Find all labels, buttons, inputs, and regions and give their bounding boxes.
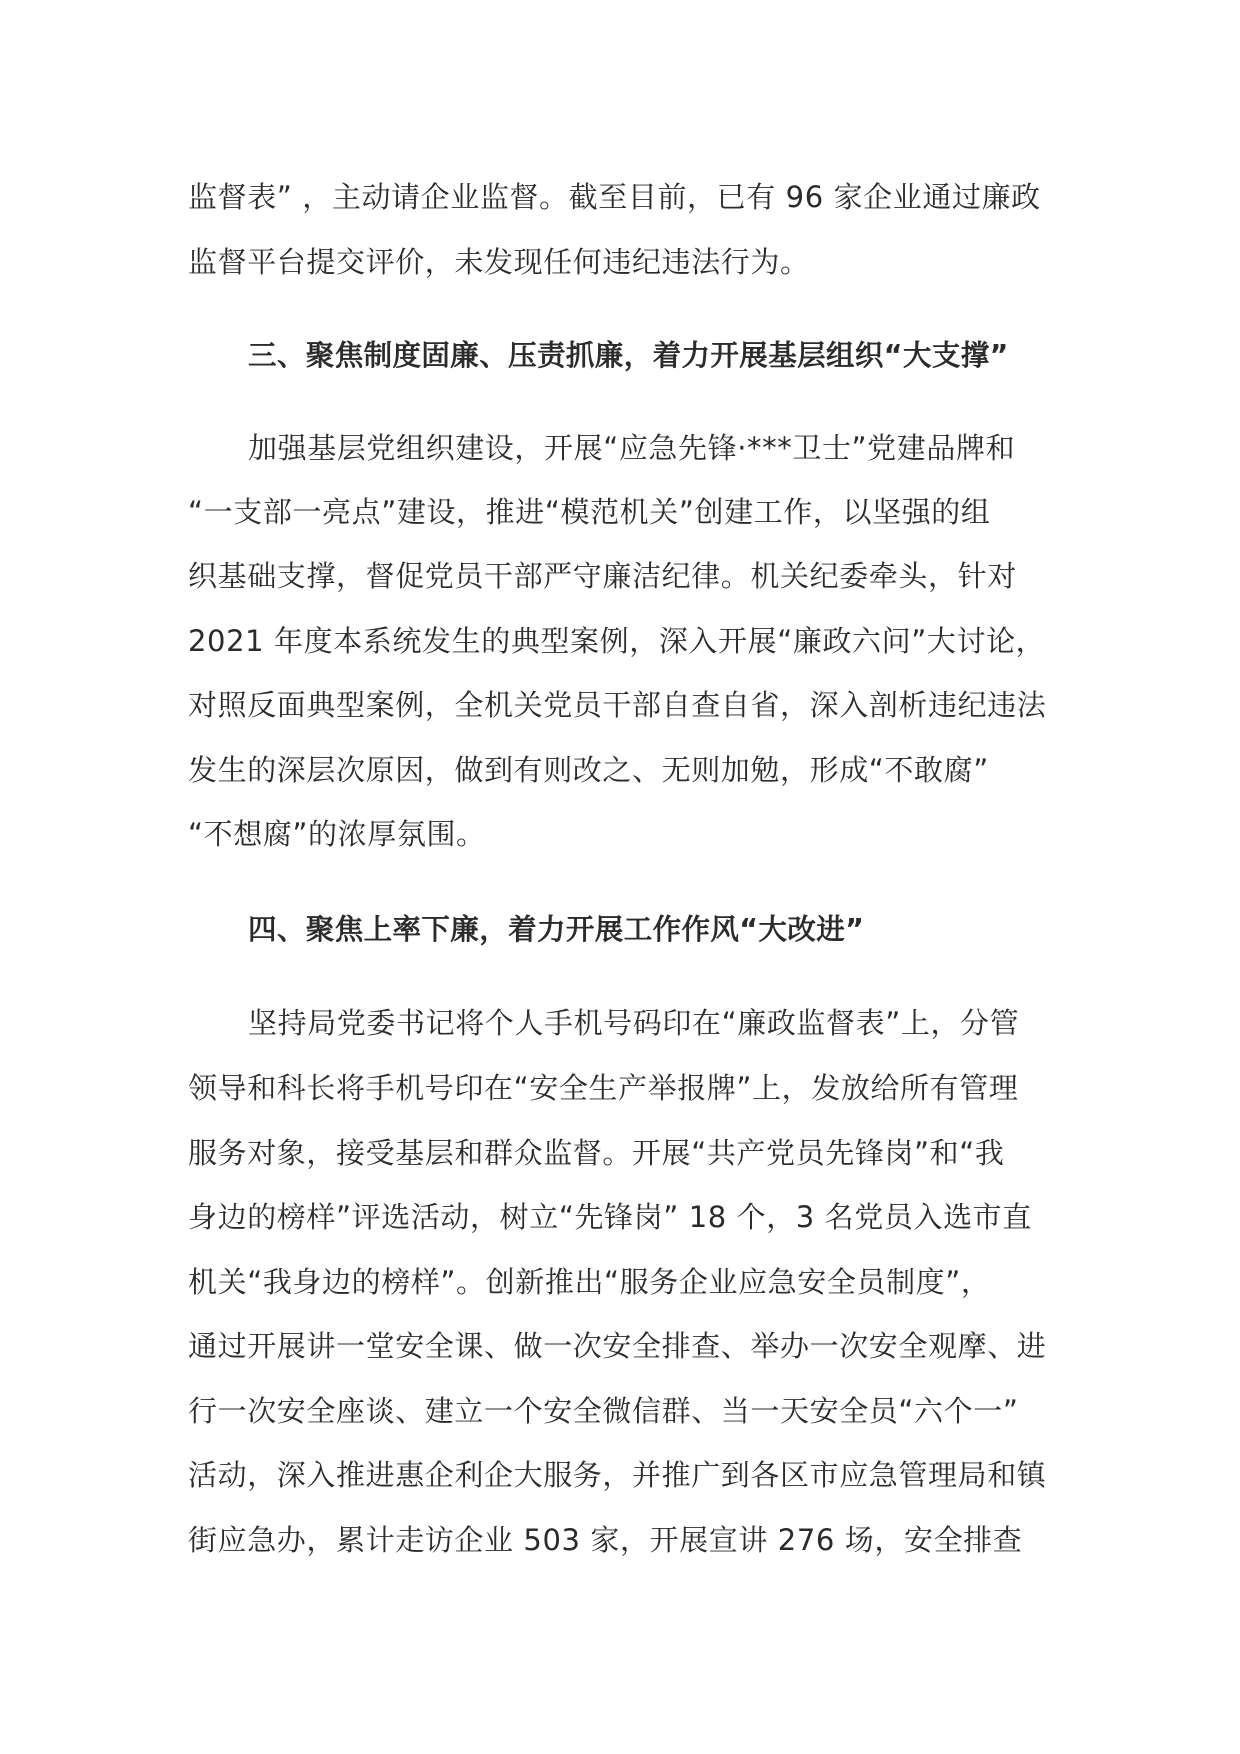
paragraph-line: 监督平台提交评价，未发现任何违纪违法行为。 — [188, 245, 810, 279]
section-heading-4: 四、聚焦上率下廉，着力开展工作作风“大改进” — [248, 913, 865, 946]
paragraph-line: “一支部一亮点”建设，推进“模范机关”创建工作，以坚强的组 — [188, 495, 991, 529]
paragraph-line: “不想腐”的浓厚氛围。 — [188, 817, 486, 851]
paragraph-line: 织基础支撑，督促党员干部严守廉洁纪律。机关纪委牵头，针对 — [188, 559, 1017, 593]
paragraph-line: 坚持局党委书记将个人手机号码印在“廉政监督表”上，分管 — [248, 1006, 1020, 1040]
paragraph-line: 领导和科长将手机号印在“安全生产举报牌”上，发放给所有管理 — [188, 1071, 1019, 1105]
section-heading-3: 三、聚焦制度固廉、压责抓廉，着力开展基层组织“大支撑” — [248, 339, 1009, 372]
paragraph-line: 行一次安全座谈、建立一个安全微信群、当一天安全员“六个一” — [188, 1394, 1019, 1428]
paragraph-line: 2021 年度本系统发生的典型案例，深入开展“廉政六问”大讨论， — [188, 624, 1046, 658]
paragraph-line: 机关“我身边的榜样”。创新推出“服务企业应急安全员制度”， — [188, 1265, 991, 1299]
paragraph-line: 发生的深层次原因，做到有则改之、无则加勉，形成“不敢腐” — [188, 753, 989, 787]
paragraph-line: 对照反面典型案例，全机关党员干部自查自省，深入剖析违纪违法 — [188, 688, 1047, 722]
paragraph-line: 监督表” ，主动请企业监督。截至目前，已有 96 家企业通过廉政 — [188, 180, 1041, 214]
paragraph-line: 街应急办，累计走访企业 503 家，开展宣讲 276 场，安全排查 — [188, 1523, 1023, 1557]
paragraph-line: 身边的榜样”评选活动，树立“先锋岗” 18 个，3 名党员入选市直 — [188, 1200, 1032, 1234]
paragraph-line: 服务对象，接受基层和群众监督。开展“共产党员先锋岗”和“我 — [188, 1136, 1005, 1170]
paragraph-line: 通过开展讲一堂安全课、做一次安全排查、举办一次安全观摩、进 — [188, 1329, 1047, 1363]
paragraph-line: 活动，深入推进惠企利企大服务，并推广到各区市应急管理局和镇 — [188, 1458, 1047, 1492]
paragraph-line: 加强基层党组织建设，开展“应急先锋·***卫士”党建品牌和 — [248, 431, 1016, 465]
